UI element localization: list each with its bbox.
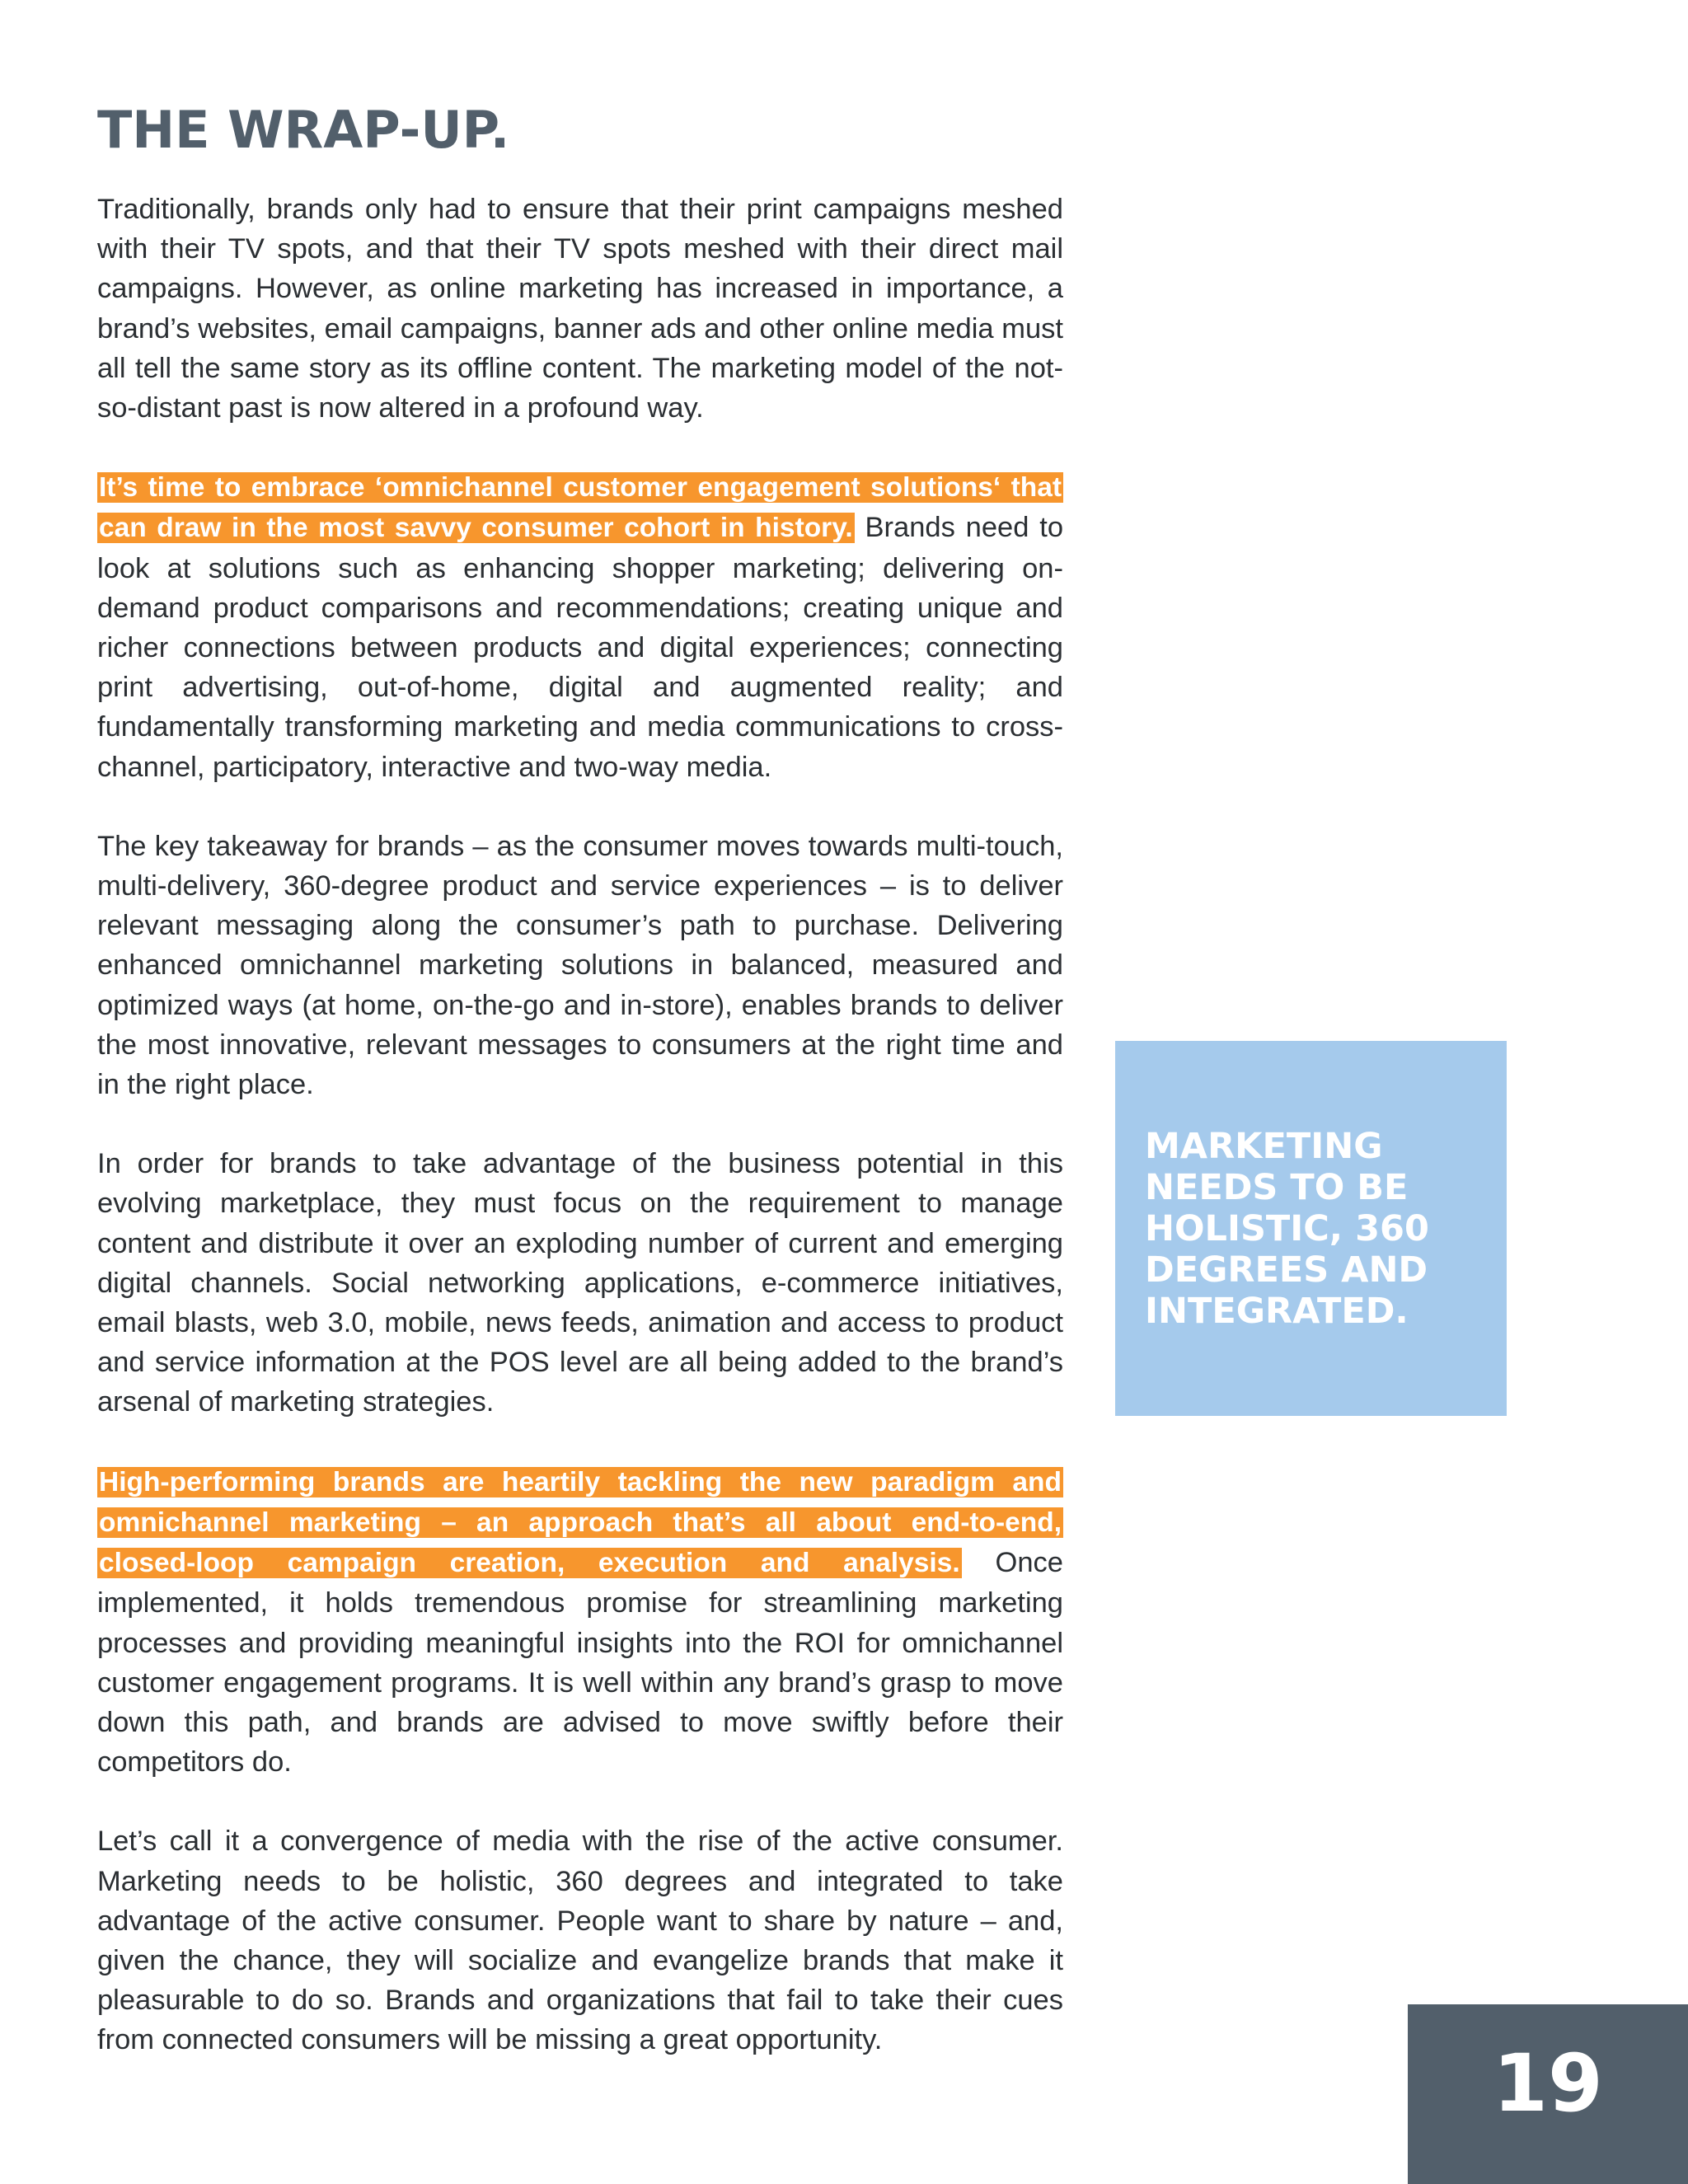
- paragraph-3-text: The key takeaway for brands – as the consumer moves towards multi-touch, multi-delivery, 360-degree product and service experiences – is to deliver relevant messaging along the consumer’s path to purchase. Delivering enhanced omnichannel marketing solutions in balanced, measured and optimized ways (at home, on-the-go and in-store), enables brands to deliver the most innovative, relevant messages to consumers at the right time and in the right place.: [97, 830, 1063, 1101]
- highlighted-quote-1: It’s time to embrace ‘omnichannel customer engagement solutions‘ that can draw in the most savvy consumer cohort in history.: [99, 472, 1062, 544]
- paragraph-1: [97, 190, 1063, 428]
- page-number-box: [1408, 2004, 1688, 2184]
- article-body: [97, 190, 1063, 2100]
- highlighted-quote-2: High-performing brands are heartily tackling the new paradigm and omnichannel marketing – an approach that’s all about end-to-end, closed-loop campaign creation, execution and analysis.: [99, 1466, 1062, 1579]
- paragraph-4-text: In order for brands to take advantage of the business potential in this evolving marketplace, they must focus on the requirement to manage content and distribute it over an exploding number of current and emerging digital channels. Social networking applications, e-commerce initiatives, email blasts, web 3.0, mobile, news feeds, animation and access to product and service information at the POS level are all being added to the brand’s arsenal of marketing strategies.: [97, 1148, 1063, 1418]
- paragraph-2: [97, 467, 1063, 787]
- paragraph-2-text: Brands need to look at solutions such as enhancing shopper marketing; delivering on-demand product comparisons and recommendations; creating unique and richer connections between products and digital experiences; connecting print advertising, out-of-home, digital and augmented reality; and fundamentally transforming marketing and media communications to cross-channel, participatory, interactive and two-way media.: [97, 512, 1064, 783]
- page-number: 19: [1493, 2037, 1603, 2130]
- pull-quote-text: MARKETING NEEDS TO BE HOLISTIC, 360 DEGREES AND INTEGRATED.: [1145, 1125, 1429, 1332]
- paragraph-4: [97, 1144, 1063, 1422]
- paragraph-1-text: Traditionally, brands only had to ensure that their print campaigns meshed with their TV spots, and that their TV spots meshed with their direct mail campaigns. However, as online marketing has increased in importance, a brand’s websites, email campaigns, banner ads and other online media must all tell the same story as its offline content. The marketing model of the not-so-distant past is now altered in a profound way.: [97, 194, 1063, 424]
- paragraph-6-text: Let’s call it a convergence of media with the rise of the active consumer. Marketing needs to be holistic, 360 degrees and integrated to take advantage of the active consumer. People want to share by nature – and, given the chance, they will socialize and evangelize brands that make it pleasurable to do so. Brands and organizations that fail to take their cues from connected consumers will be missing a great opportunity.: [97, 1825, 1063, 2056]
- paragraph-5: [97, 1462, 1063, 1783]
- page-title: THE WRAP-UP.: [97, 100, 510, 160]
- paragraph-3: [97, 827, 1063, 1104]
- pull-quote-box: [1115, 1041, 1507, 1416]
- paragraph-5-text: Once implemented, it holds tremendous promise for streamlining marketing processes and providing meaningful insights into the ROI for omnichannel customer engagement programs. It is well within any brand’s grasp to move down this path, and brands are advised to move swiftly before their competitors do.: [97, 1547, 1063, 1779]
- paragraph-6: [97, 1821, 1063, 2060]
